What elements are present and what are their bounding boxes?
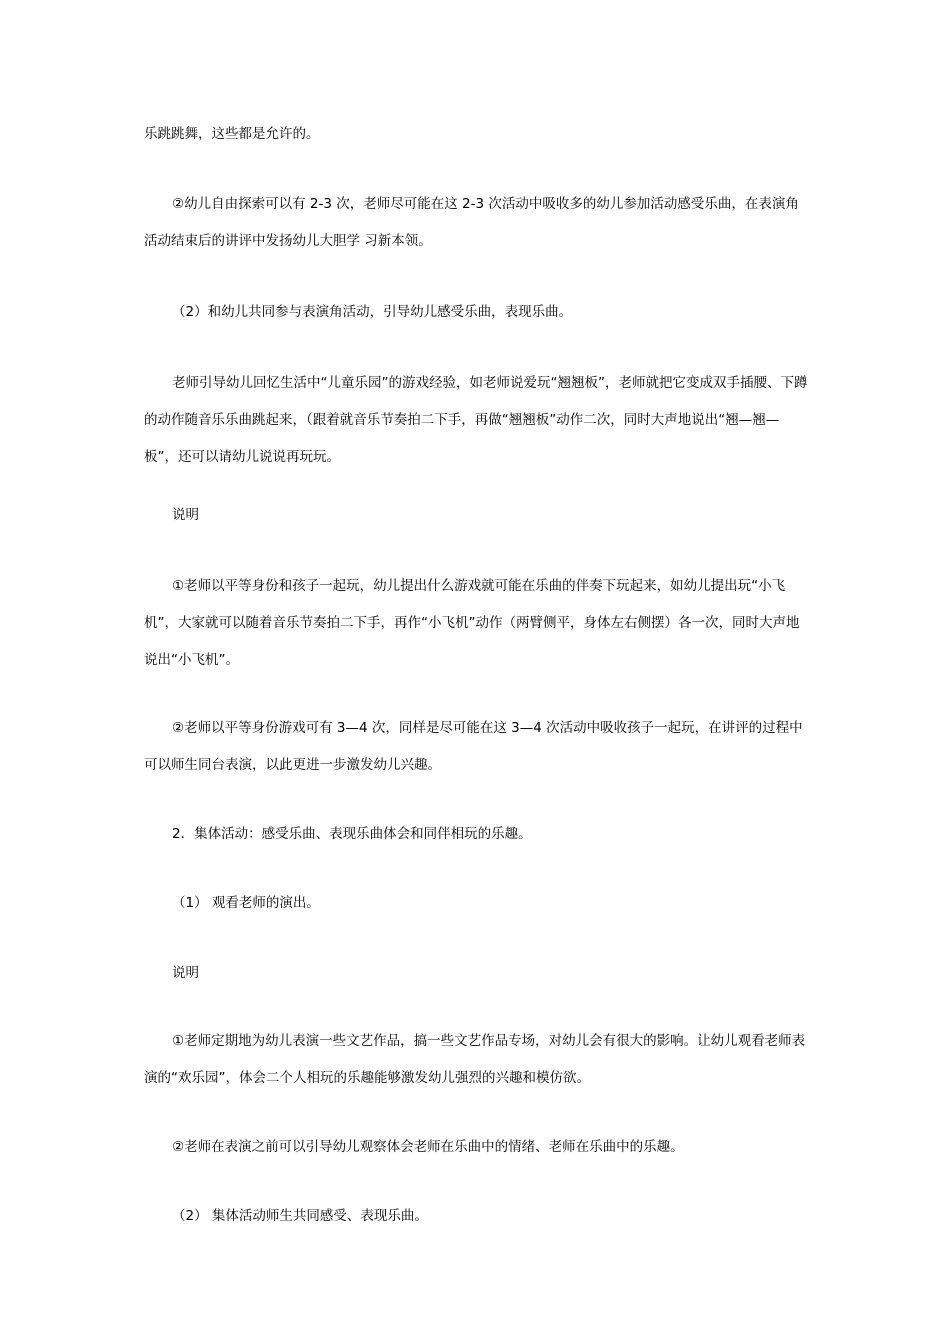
paragraph-before-performance: ②老师在表演之前可以引导幼儿观察体会老师在乐曲中的情绪、老师在乐曲中的乐趣。 — [172, 1139, 684, 1155]
paragraph-section-2: （2）和幼儿共同参与表演角活动，引导幼儿感受乐曲，表现乐曲。 — [172, 304, 573, 320]
paragraph-continuation: 乐跳跳舞，这些都是允许的。 — [144, 126, 320, 142]
heading-explanation-2: 说明 — [172, 965, 199, 981]
paragraph-regular-performance: ①老师定期地为幼儿表演一些文艺作品，搞一些文艺作品专场，对幼儿会有很大的影响。让幼儿观看老师表演的“欢乐园”，体会二个人相玩的乐趣能够激发幼儿强烈的兴趣和模仿欲。 — [144, 1033, 806, 1086]
paragraph-group-feel: （2） 集体活动师生共同感受、表现乐曲。 — [172, 1208, 428, 1224]
paragraph-watch-performance: （1） 观看老师的演出。 — [172, 895, 320, 911]
paragraph-free-exploration: ②幼儿自由探索可以有 2-3 次，老师尽可能在这 2-3 次活动中吸收多的幼儿参加活动感受乐曲，在表演角活动结束后的讲评中发扬幼儿大胆学 习新本领。 — [144, 196, 799, 249]
heading-group-activity: 2．集体活动：感受乐曲、表现乐曲体会和同伴相玩的乐趣。 — [172, 826, 532, 842]
paragraph-game-count: ②老师以平等身份游戏可有 3—4 次，同样是尽可能在这 3—4 次活动中吸收孩子一起玩，在讲评的过程中可以师生同台表演，以此更进一步激发幼儿兴趣。 — [144, 720, 803, 773]
paragraph-teacher-guide: 老师引导幼儿回忆生活中“儿童乐园”的游戏经验，如老师说爱玩“翘翘板”，老师就把它变成双手插腰、下蹲的动作随音乐乐曲跳起来，（跟着就音乐节奏拍二下手，再做“翘翘板”动作二次，同时大声地说出“翘—翘—板”，还可以请幼儿说说再玩玩。 — [144, 375, 808, 465]
heading-explanation-1: 说明 — [172, 507, 199, 523]
paragraph-equal-play: ①老师以平等身份和孩子一起玩，幼儿提出什么游戏就可能在乐曲的伴奏下玩起来，如幼儿提出玩“小飞机”，大家就可以随着音乐节奏拍二下手，再作“小飞机”动作（两臂侧平，身体左右侧摆）各一次，同时大声地说出“小飞机”。 — [144, 578, 800, 668]
